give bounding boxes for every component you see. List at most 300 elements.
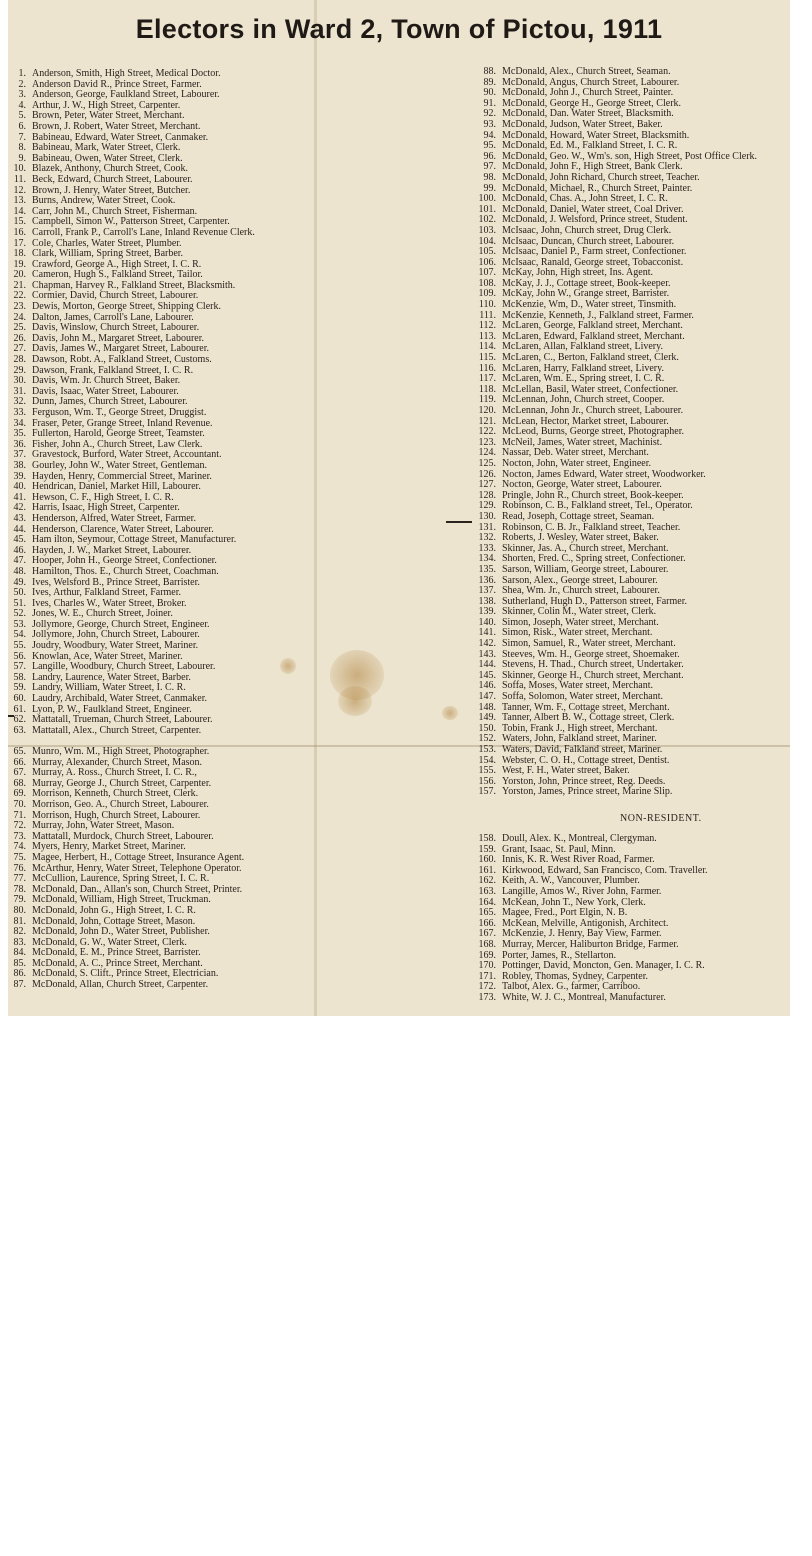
entry-text: McArthur, Henry, Water Street, Telephone Operator. <box>32 862 242 874</box>
entry-number: 82. <box>13 926 26 938</box>
entry-number: 1. <box>18 68 26 79</box>
entry-text: McDonald, Ed. M., Falkland Street, I. C. R. <box>502 140 678 152</box>
entry-number: 56. <box>13 650 26 662</box>
entry-number: 46. <box>13 544 26 556</box>
entry-number: 54. <box>13 629 26 641</box>
entry-text: Fisher, John A., Church Street, Law Clerk. <box>32 438 203 450</box>
non-resident-list <box>472 834 708 1004</box>
entry-number: 168. <box>478 938 496 950</box>
entry-text: Davis, James W., Margaret Street, Labourer. <box>32 343 209 355</box>
entry-text: Ham ilton, Seymour, Cottage Street, Manufacturer. <box>32 534 237 546</box>
entry-text: McLaren, Harry, Falkland street, Livery. <box>502 362 664 374</box>
entry-text: Davis, Wm. Jr. Church Street, Baker. <box>32 375 181 387</box>
entry-text: Cormier, David, Church Street, Labourer. <box>32 290 199 302</box>
entry-text: Simon, Joseph, Water street, Merchant. <box>502 616 659 628</box>
entry-text: Langille, Amos W., River John, Farmer. <box>502 885 662 897</box>
entry-number: 116. <box>478 362 496 374</box>
entry-number: 157. <box>478 786 496 798</box>
entry-text: McDonald, Geo. W., Wm's. son, High Street, Post Office Clerk. <box>502 150 758 162</box>
entry-text: McDonald, John Richard, Church street, Teacher. <box>502 171 700 183</box>
entry-text: Murray, A. Ross., Church Street, I. C. R., <box>32 767 197 779</box>
entry-number: 95. <box>483 140 496 152</box>
entry-text: McKenzie, Kenneth, J., Falkland street, Farmer. <box>502 309 694 321</box>
elector-list-sheet <box>8 0 790 1016</box>
entry-number: 121. <box>478 415 496 427</box>
entry-text: McDonald, Judson, Water Street, Baker. <box>502 118 663 130</box>
entry-number: 19. <box>13 258 26 270</box>
entry-text: McDonald, S. Clift., Prince Street, Electrician. <box>32 968 219 980</box>
entry-number: 123. <box>478 436 496 448</box>
entry-number: 21. <box>13 279 26 291</box>
entry-text: McLaren, Allan, Falkland street, Livery. <box>502 341 663 353</box>
entry-text: Shea, Wm. Jr., Church street, Labourer. <box>502 585 660 597</box>
entry-text: McDonald, Chas. A., John Street, I. C. R. <box>502 193 668 205</box>
entry-text: Laudry, Archibald, Water Street, Canmaker. <box>32 693 207 705</box>
list-item <box>10 567 255 578</box>
entry-number: 53. <box>13 618 26 630</box>
entry-number: 103. <box>478 224 496 236</box>
entry-number: 61. <box>13 703 26 715</box>
entry-number: 136. <box>478 574 496 586</box>
list-item <box>10 175 255 186</box>
list-item <box>10 69 255 80</box>
entry-number: 146. <box>478 680 496 692</box>
entry-number: 26. <box>13 332 26 344</box>
entry-number: 156. <box>478 775 496 787</box>
entry-text: Murray, George J., Church Street, Carpenter. <box>32 777 212 789</box>
list-item <box>472 993 708 1004</box>
entry-number: 12. <box>13 184 26 196</box>
entry-number: 105. <box>478 246 496 258</box>
entry-number: 43. <box>13 512 26 524</box>
entry-number: 128. <box>478 489 496 501</box>
entry-number: 72. <box>13 820 26 832</box>
entry-number: 131. <box>478 521 496 533</box>
entry-number: 117. <box>478 373 496 385</box>
entry-number: 139. <box>478 606 496 618</box>
entry-number: 30. <box>13 375 26 387</box>
entry-text: Cameron, Hugh S., Falkland Street, Tailor. <box>32 269 203 281</box>
entry-number: 22. <box>13 290 26 302</box>
entry-number: 74. <box>13 841 26 853</box>
entry-number: 17. <box>13 237 26 249</box>
entry-number: 51. <box>13 597 26 609</box>
entry-number: 76. <box>13 862 26 874</box>
entry-text: Pringle, John R., Church street, Book-keeper. <box>502 489 684 501</box>
entry-number: 85. <box>13 957 26 969</box>
entry-text: Davis, Isaac, Water Street, Labourer. <box>32 385 179 397</box>
entry-number: 58. <box>13 671 26 683</box>
entry-text: Hendrican, Daniel, Market Hill, Labourer. <box>32 481 201 493</box>
entry-text: McDonald, Allan, Church Street, Carpenter. <box>32 979 209 991</box>
entry-text: Babineau, Edward, Water Street, Canmaker. <box>32 131 209 143</box>
entry-number: 110. <box>478 299 496 311</box>
entry-number: 104. <box>478 235 496 247</box>
entry-text: Waters, John, Falkland street, Mariner. <box>502 733 657 745</box>
entry-text: McDonald, E. M., Prince Street, Barrister. <box>32 947 201 959</box>
entry-number: 23. <box>13 301 26 313</box>
entry-text: McNeil, James, Water street, Machinist. <box>502 436 663 448</box>
entry-text: Nocton, James Edward, Water street, Woodworker. <box>502 468 706 480</box>
entry-number: 9. <box>18 152 26 164</box>
entry-text: Burns, Andrew, Water Street, Cook. <box>32 195 176 207</box>
entry-text: Carr, John M., Church Street, Fisherman. <box>32 205 198 217</box>
entry-text: Webster, C. O. H., Cottage street, Dentist. <box>502 754 670 766</box>
entry-number: 87. <box>13 979 26 991</box>
entry-number: 40. <box>13 481 26 493</box>
entry-number: 55. <box>13 640 26 652</box>
list-item <box>472 887 708 898</box>
list-item <box>472 173 757 184</box>
entry-number: 172. <box>478 981 496 993</box>
entry-text: Clark, William, Spring Street, Barber. <box>32 248 184 260</box>
entry-text: McDonald, G. W., Water Street, Clerk. <box>32 936 187 948</box>
entry-number: 24. <box>13 311 26 323</box>
entry-text: McLaren, C., Berton, Falkland street, Clerk. <box>502 352 679 364</box>
entry-text: Dawson, Robt. A., Falkland Street, Customs. <box>32 354 212 366</box>
entry-text: Arthur, J. W., High Street, Carpenter. <box>32 99 181 111</box>
entry-text: Shorten, Fred. C., Spring street, Confectioner. <box>502 553 686 565</box>
entry-text: McLaren, Edward, Falkland street, Merchant. <box>502 330 685 342</box>
entry-text: Skinner, George H., Church street, Merchant. <box>502 669 684 681</box>
entry-number: 28. <box>13 354 26 366</box>
entry-text: McDonald, J. Welsford, Prince street, Student. <box>502 214 688 226</box>
entry-text: Kirkwood, Edward, San Francisco, Com. Traveller. <box>502 864 708 876</box>
entry-text: Hamilton, Thos. E., Church Street, Coachman. <box>32 565 219 577</box>
entry-number: 161. <box>478 864 496 876</box>
entry-text: Robinson, C. B., Falkland street, Tel., Operator. <box>502 500 693 512</box>
entry-text: Sarson, Alex., George street, Labourer. <box>502 574 658 586</box>
entry-number: 39. <box>13 470 26 482</box>
entry-number: 37. <box>13 449 26 461</box>
entry-text: Knowlan, Ace, Water Street, Mariner. <box>32 650 183 662</box>
entry-number: 129. <box>478 500 496 512</box>
entry-number: 150. <box>478 722 496 734</box>
entry-number: 14. <box>13 205 26 217</box>
entry-text: McDonald, A. C., Prince Street, Merchant. <box>32 957 203 969</box>
entry-number: 65. <box>13 746 26 757</box>
list-item <box>10 726 255 737</box>
entry-text: McLean, Hector, Market street, Labourer. <box>502 415 669 427</box>
entry-number: 133. <box>478 542 496 554</box>
entry-number: 126. <box>478 468 496 480</box>
entry-text: Henderson, Alfred, Water Street, Farmer. <box>32 512 196 524</box>
entry-number: 20. <box>13 269 26 281</box>
pen-mark <box>446 521 472 523</box>
entry-number: 124. <box>478 447 496 459</box>
entry-number: 166. <box>478 917 496 929</box>
entry-number: 32. <box>13 396 26 408</box>
elector-list-left-continued <box>10 747 244 991</box>
entry-number: 93. <box>483 118 496 130</box>
entry-number: 62. <box>13 714 26 726</box>
entry-text: Innis, K. R. West River Road, Farmer. <box>502 854 655 866</box>
entry-number: 6. <box>18 120 26 132</box>
entry-text: McDonald, John F., High Street, Bank Clerk. <box>502 161 683 173</box>
entry-number: 118. <box>478 383 496 395</box>
entry-text: McDonald, John, Cottage Street, Mason. <box>32 915 196 927</box>
entry-text: Sutherland, Hugh D., Patterson street, Farmer. <box>502 595 687 607</box>
entry-text: Robinson, C. B. Jr., Falkland street, Teacher. <box>502 521 681 533</box>
entry-number: 52. <box>13 608 26 620</box>
elector-list-right <box>472 67 757 798</box>
entry-number: 89. <box>483 76 496 88</box>
entry-text: White, W. J. C., Montreal, Manufacturer. <box>502 991 666 1003</box>
entry-text: Joudry, Woodbury, Water Street, Mariner. <box>32 640 199 652</box>
entry-number: 33. <box>13 407 26 418</box>
entry-number: 143. <box>478 648 496 660</box>
entry-text: Nocton, George, Water street, Labourer. <box>502 479 662 491</box>
entry-text: Ives, Charles W., Water Street, Broker. <box>32 597 187 609</box>
entry-text: McIsaac, Daniel P., Farm street, Confectioner. <box>502 246 687 258</box>
entry-number: 94. <box>483 129 496 141</box>
entry-number: 86. <box>13 968 26 980</box>
entry-number: 171. <box>478 970 496 982</box>
entry-number: 41. <box>13 491 26 503</box>
entry-text: Harris, Isaac, High Street, Carpenter. <box>32 502 180 514</box>
entry-text: McLaren, George, Falkland street, Merchant. <box>502 320 683 332</box>
entry-text: Langille, Woodbury, Church Street, Labourer. <box>32 661 216 673</box>
list-item <box>472 834 708 845</box>
entry-text: Anderson, George, Faulkland Street, Labourer. <box>32 89 220 101</box>
entry-number: 67. <box>13 767 26 779</box>
entry-number: 165. <box>478 907 496 919</box>
entry-number: 169. <box>478 949 496 961</box>
entry-text: Cole, Charles, Water Street, Plumber. <box>32 237 182 249</box>
entry-number: 31. <box>13 385 26 397</box>
entry-number: 78. <box>13 883 26 895</box>
entry-number: 34. <box>13 417 26 429</box>
entry-text: Fullerton, Harold, George Street, Teamster. <box>32 428 205 440</box>
entry-text: McLeod, Burns, George street, Photographer. <box>502 426 684 438</box>
entry-number: 155. <box>478 765 496 777</box>
entry-text: Magee, Herbert, H., Cottage Street, Insurance Agent. <box>32 851 245 863</box>
entry-text: McLennan, John, Church street, Cooper. <box>502 394 665 406</box>
entry-number: 163. <box>478 885 496 897</box>
entry-number: 96. <box>483 150 496 162</box>
pen-mark <box>8 715 14 717</box>
entry-number: 162. <box>478 875 496 887</box>
entry-number: 18. <box>13 248 26 260</box>
entry-number: 8. <box>18 142 26 154</box>
entry-number: 90. <box>483 87 496 99</box>
entry-text: Blazek, Anthony, Church Street, Cook. <box>32 163 188 175</box>
entry-number: 16. <box>13 226 26 238</box>
entry-text: McDonald, John D., Water Street, Publisher. <box>32 926 210 938</box>
entry-text: Ives, Welsford B., Prince Street, Barrister. <box>32 576 200 588</box>
entry-number: 35. <box>13 428 26 440</box>
entry-text: Ives, Arthur, Falkland Street, Farmer. <box>32 587 182 599</box>
entry-text: Jollymore, John, Church Street, Labourer. <box>32 629 200 641</box>
entry-text: Tanner, Albert B. W., Cottage street, Clerk. <box>502 712 675 724</box>
list-item <box>472 787 757 798</box>
entry-number: 10. <box>13 163 26 175</box>
entry-text: Nassar, Deb. Water street, Merchant. <box>502 447 649 459</box>
entry-number: 100. <box>478 193 496 205</box>
entry-number: 36. <box>13 438 26 450</box>
entry-text: Carroll, Frank P., Carroll's Lane, Inland Revenue Clerk. <box>32 226 255 238</box>
entry-text: Grant, Isaac, St. Paul, Minn. <box>502 843 616 855</box>
entry-text: Davis, John M., Margaret Street, Labourer. <box>32 332 204 344</box>
entry-number: 99. <box>483 182 496 194</box>
entry-text: Murray, John, Water Street, Mason. <box>32 820 175 832</box>
list-item <box>472 67 757 78</box>
entry-number: 134. <box>478 553 496 565</box>
entry-text: Soffa, Solomon, Water street, Merchant. <box>502 691 664 703</box>
entry-text: McDonald, George H., George Street, Clerk. <box>502 97 682 109</box>
entry-number: 4. <box>18 99 26 111</box>
entry-number: 48. <box>13 565 26 577</box>
entry-text: McDonald, Daniel, Water street, Coal Driver. <box>502 203 684 215</box>
entry-number: 154. <box>478 754 496 766</box>
entry-text: McLellan, Basil, Water street, Confectioner. <box>502 383 679 395</box>
list-item <box>10 408 255 419</box>
entry-text: Morrison, Geo. A., Church Street, Labourer. <box>32 798 209 810</box>
entry-text: Tobin, Frank J., High street, Merchant. <box>502 722 658 734</box>
entry-number: 101. <box>478 203 496 215</box>
entry-text: Stevens, H. Thad., Church street, Undertaker. <box>502 659 684 671</box>
elector-list-left <box>10 69 255 736</box>
list-item <box>10 514 255 525</box>
entry-number: 140. <box>478 616 496 628</box>
entry-text: McKenzie, Wm, D., Water street, Tinsmith. <box>502 299 677 311</box>
entry-number: 38. <box>13 459 26 471</box>
entry-text: McCullion, Laurence, Spring Street, I. C. R. <box>32 873 210 885</box>
entry-number: 42. <box>13 502 26 514</box>
entry-number: 122. <box>478 426 496 438</box>
entry-text: Hayden, Henry, Commercial Street, Mariner. <box>32 470 212 482</box>
list-item <box>472 406 757 417</box>
entry-text: Doull, Alex. K., Montreal, Clergyman. <box>502 833 657 844</box>
entry-text: Roberts, J. Wesley, Water street, Baker. <box>502 532 659 544</box>
entry-text: Lyon, P. W., Faulkland Street, Engineer. <box>32 703 192 715</box>
entry-number: 70. <box>13 798 26 810</box>
entry-number: 11. <box>13 173 26 185</box>
entry-number: 45. <box>13 534 26 546</box>
list-item <box>472 940 708 951</box>
entry-number: 170. <box>478 960 496 972</box>
entry-text: Gourley, John W., Water Street, Gentleman. <box>32 459 207 471</box>
entry-text: Soffa, Moses, Water street, Merchant. <box>502 680 654 692</box>
entry-number: 135. <box>478 563 496 575</box>
entry-text: Sarson, William, George street, Labourer. <box>502 563 669 575</box>
entry-text: Simon, Samuel, R., Water street, Merchant. <box>502 638 676 650</box>
entry-text: McLaren, Wm. E., Spring street, I. C. R. <box>502 373 665 385</box>
entry-number: 115. <box>478 352 496 364</box>
entry-text: Beck, Edward, Church Street, Labourer. <box>32 173 193 185</box>
entry-number: 75. <box>13 851 26 863</box>
entry-number: 138. <box>478 595 496 607</box>
entry-number: 108. <box>478 277 496 289</box>
entry-number: 125. <box>478 457 496 469</box>
entry-text: McIsaac, John, Church street, Drug Clerk. <box>502 224 672 236</box>
entry-number: 91. <box>483 97 496 109</box>
entry-number: 114. <box>478 341 496 353</box>
entry-text: McIsaac, Duncan, Church street, Labourer. <box>502 235 675 247</box>
entry-number: 112. <box>478 320 496 332</box>
entry-number: 142. <box>478 638 496 650</box>
non-resident-heading: NON-RESIDENT. <box>620 813 702 824</box>
entry-text: Murray, Alexander, Church Street, Mason. <box>32 756 203 768</box>
entry-number: 15. <box>13 216 26 228</box>
list-item <box>472 565 757 576</box>
entry-text: Hayden, J. W., Market Street, Labourer. <box>32 544 192 556</box>
entry-text: McDonald, Howard, Water Street, Blacksmith. <box>502 129 690 141</box>
entry-number: 80. <box>13 904 26 916</box>
entry-text: Porter, James, R., Stellarton. <box>502 949 617 961</box>
list-item <box>10 461 255 472</box>
entry-text: McLennan, John Jr., Church street, Labourer. <box>502 405 684 416</box>
entry-text: Dalton, James, Carroll's Lane, Labourer. <box>32 311 194 323</box>
entry-number: 137. <box>478 585 496 597</box>
list-item <box>10 122 255 133</box>
entry-number: 145. <box>478 669 496 681</box>
entry-text: Yorston, John, Prince street, Reg. Deeds. <box>502 775 666 787</box>
entry-number: 111. <box>479 309 496 321</box>
list-item <box>10 980 244 991</box>
entry-text: Skinner, Colin M., Water street, Clerk. <box>502 606 657 618</box>
entry-text: Campbell, Simon W., Patterson Street, Carpenter. <box>32 216 230 228</box>
entry-number: 130. <box>478 510 496 522</box>
entry-text: Brown, Peter, Water Street, Merchant. <box>32 110 185 122</box>
entry-text: Fraser, Peter, Grange Street, Inland Revenue. <box>32 417 213 429</box>
stain <box>442 706 458 720</box>
entry-number: 5. <box>18 110 26 122</box>
entry-number: 106. <box>478 256 496 268</box>
entry-number: 63. <box>13 724 26 736</box>
entry-number: 109. <box>478 288 496 300</box>
entry-number: 173. <box>478 991 496 1003</box>
entry-text: Read, Joseph, Cottage street, Seaman. <box>502 510 655 522</box>
entry-number: 158. <box>478 833 496 844</box>
entry-text: Jones, W. E., Church Street, Joiner. <box>32 608 173 620</box>
entry-text: Babineau, Mark, Water Street, Clerk. <box>32 142 181 154</box>
entry-text: McKay, J. J., Cottage street, Book-keeper. <box>502 277 671 289</box>
entry-number: 25. <box>13 322 26 334</box>
entry-number: 7. <box>18 131 26 143</box>
entry-text: Waters, David, Falkland street, Mariner. <box>502 744 663 755</box>
list-item <box>472 745 757 756</box>
entry-number: 29. <box>13 364 26 376</box>
entry-number: 57. <box>13 661 26 673</box>
entry-number: 3. <box>18 89 26 101</box>
entry-number: 73. <box>13 830 26 842</box>
entry-text: Mattatall, Murdock, Church Street, Labourer. <box>32 830 214 842</box>
entry-text: Talbot, Alex. G., farmer, Carriboo. <box>502 981 641 993</box>
entry-text: Murray, Mercer, Haliburton Bridge, Farmer. <box>502 938 679 950</box>
entry-text: Brown, J. Robert, Water Street, Merchant. <box>32 120 201 132</box>
entry-number: 144. <box>478 659 496 671</box>
list-item <box>10 228 255 239</box>
entry-text: Hewson, C. F., High Street, I. C. R. <box>32 491 174 503</box>
entry-text: Skinner, Jas. A., Church street, Merchant. <box>502 542 669 554</box>
entry-number: 88. <box>483 66 496 77</box>
entry-text: Anderson, Smith, High Street, Medical Doctor. <box>32 68 221 79</box>
entry-number: 84. <box>13 947 26 959</box>
entry-number: 120. <box>478 405 496 416</box>
entry-text: Dawson, Frank, Falkland Street, I. C. R. <box>32 364 194 376</box>
list-item <box>10 747 244 758</box>
entry-text: McIsaac, Ranald, George street, Tobacconist. <box>502 256 684 268</box>
entry-text: McDonald, Alex., Church Street, Seaman. <box>502 66 671 77</box>
entry-number: 77. <box>13 873 26 885</box>
list-item <box>472 226 757 237</box>
entry-text: Steeves, Wm. H., George street, Shoemaker. <box>502 648 680 660</box>
entry-text: McDonald, Dan. Water Street, Blacksmith. <box>502 108 674 120</box>
entry-number: 71. <box>13 809 26 821</box>
entry-number: 2. <box>18 78 26 90</box>
entry-number: 59. <box>13 682 26 694</box>
